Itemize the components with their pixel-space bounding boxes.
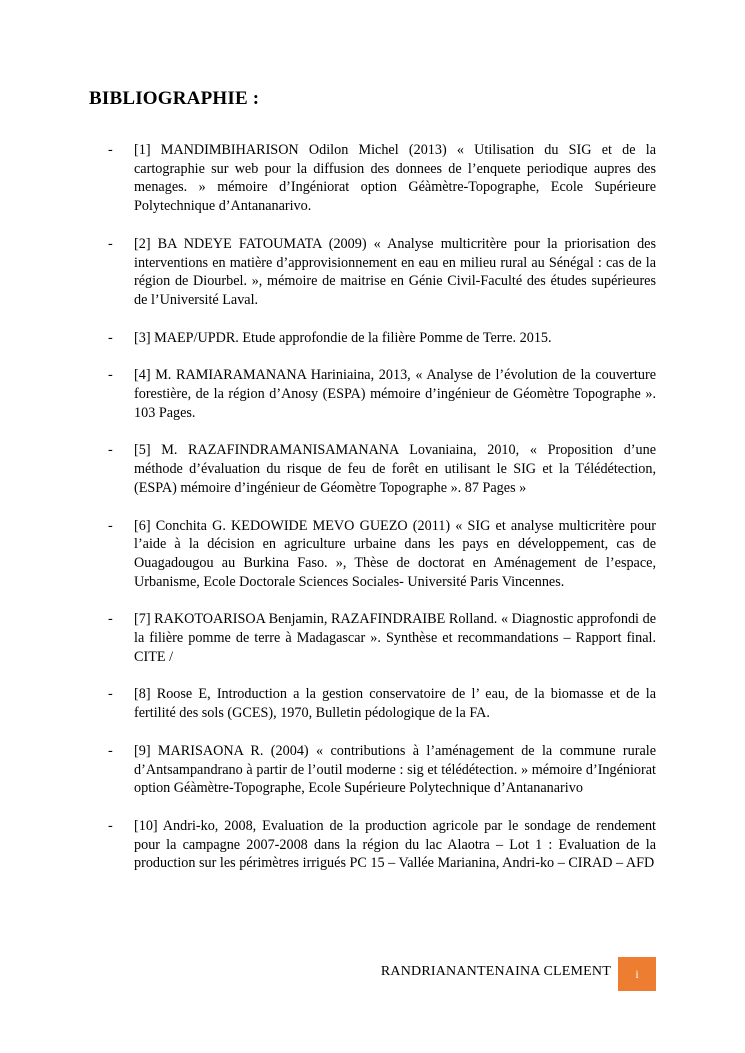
list-item (108, 685, 656, 722)
bullet-dash: - (108, 817, 113, 834)
page-number-badge: i (618, 957, 656, 991)
list-item (108, 817, 656, 873)
list-item (108, 517, 656, 592)
bullet-dash: - (108, 742, 113, 759)
list-item (108, 366, 656, 422)
list-item (108, 329, 656, 348)
bullet-dash: - (108, 611, 113, 628)
reference-text: [5] M. RAZAFINDRAMANISAMANANA Lovaniaina, 2010, « Proposition d’une méthode d’évaluation du risque de feu de forêt en utilisant le SIG et la Télédétection, (ESPA) mémoire d’ingénieur de Géomètre Topographe ». 87 Pages » (134, 442, 656, 496)
bullet-dash: - (108, 442, 113, 459)
list-item (108, 141, 656, 216)
reference-text: [2] BA NDEYE FATOUMATA (2009) « Analyse multicritère pour la priorisation des interventions en matière d’approvisionnement en eau en milieu rural au Sénégal : cas de la région de Diourbel. », mémoire de maitrise en Génie Civil-Faculté des études supérieures de l’Université Laval. (134, 235, 656, 308)
list-item (108, 441, 656, 497)
reference-text: [10] Andri-ko, 2008, Evaluation de la production agricole par le sondage de rendement pour la campagne 2007-2008 dans la région du lac Alaotra – Lot 1 : Evaluation de la production sur les périmètres irrigués PC 15 – Vallée Marianina, Andri-ko – CIRAD – AFD (134, 817, 656, 872)
bullet-dash: - (108, 329, 113, 346)
reference-text: [9] MARISAONA R. (2004) « contributions à l’aménagement de la commune rurale d’Antsampandrano à partir de l’outil moderne : sig et télédétection. » mémoire d’Ingéniorat option Géàmètre-Topographe, Ecole Supérieure Polytechnique d’Antananarivo (134, 742, 656, 797)
footer-author: RANDRIANANTENAINA CLEMENT (380, 964, 611, 979)
bullet-dash: - (108, 142, 113, 158)
bibliography-list (108, 141, 656, 892)
reference-text: [6] Conchita G. KEDOWIDE MEVO GUEZO (2011) « SIG et analyse multicritère pour l’aide à la décision en agriculture urbaine dans les pays en développement, cas de Ouagadougou au Burkina Faso. », Thèse de doctorat en Aménagement de l’espace, Urbanisme, Ecole Doctorale Sciences Sociales- Université Paris Vincennes. (134, 517, 656, 590)
bullet-dash: - (108, 517, 113, 534)
reference-text: [7] RAKOTOARISOA Benjamin, RAZAFINDRAIBE Rolland. « Diagnostic approfondi de la filière pomme de terre à Madagascar ». Synthèse et recommandations – Rapport final. CITE / (134, 611, 656, 665)
reference-text: [3] MAEP/UPDR. Etude approfondie de la filière Pomme de Terre. 2015. (134, 329, 552, 346)
page-title: BIBLIOGRAPHIE : (89, 88, 260, 109)
reference-text: [8] Roose E, Introduction a la gestion conservatoire de l’ eau, de la biomasse et de la fertilité des sols (GCES), 1970, Bulletin pédologique de la FA. (134, 686, 656, 722)
list-item (108, 235, 656, 310)
list-item (108, 610, 656, 666)
bullet-dash: - (108, 686, 113, 703)
reference-text: [1] MANDIMBIHARISON Odilon Michel (2013) « Utilisation du SIG et de la cartographie sur web pour la diffusion des donnees de l’enquete periodique aupres des menages. » mémoire d’Ingéniorat option Géàmètre-Topographe, Ecole Supérieure Polytechnique d’Antananarivo. (134, 142, 656, 215)
bullet-dash: - (108, 235, 113, 252)
bullet-dash: - (108, 367, 113, 384)
reference-text: [4] M. RAMIARAMANANA Hariniaina, 2013, « Analyse de l’évolution de la couverture forestière, de la région d’Anosy (ESPA) mémoire d’ingénieur de Géomètre Topographe ». 103 Pages. (134, 367, 656, 421)
list-item (108, 742, 656, 798)
